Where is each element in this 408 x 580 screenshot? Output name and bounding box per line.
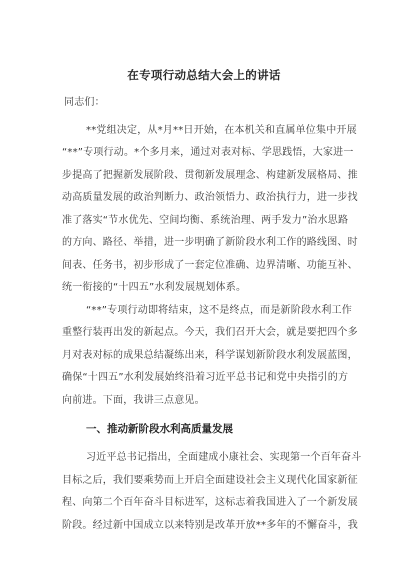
paragraph-3-line: 程、向第二个百年奋斗目标进军，这标志着我国进入了一个新发展 xyxy=(62,497,358,508)
paragraph-3-line: 习近平总书记指出，全面建成小康社会、实现第一个百年奋斗 xyxy=(86,452,362,463)
paragraph-3-line: 阶段。经过新中国成立以来特别是改革开放**多年的不懈奋斗，我 xyxy=(62,520,358,531)
paragraph-1-line: **党组决定，从*月**日开始，在本机关和直属单位集中开展 xyxy=(86,125,357,136)
paragraph-2-line: 确保“十四五”水利发展始终沿着习近平总书记和党中央指引的方 xyxy=(62,372,349,383)
paragraph-1-line: 统一衔接的“十四五”水利发展规划体系。 xyxy=(62,282,247,293)
document-title: 在专项行动总结大会上的讲话 xyxy=(127,68,281,82)
paragraph-1-line: 准了落实“节水优先、空间均衡、系统治理、两手发力”治水思路 xyxy=(62,215,349,226)
paragraph-2-line: 向前进。下面，我讲三点意见。 xyxy=(62,395,205,406)
paragraph-1-line: 动高质量发展的政治判断力、政治领悟力、政治执行力，进一步找 xyxy=(62,192,358,203)
paragraph-1-line: 间表、任务书，初步形成了一套定位准确、边界清晰、功能互补、 xyxy=(62,260,358,271)
paragraph-2-line: 月对表对标的成果总结凝练出来，科学谋划新阶段水利发展蓝图， xyxy=(62,350,358,361)
paragraph-1-line: 步提高了把握新发展阶段、贯彻新发展理念、构建新发展格局、推 xyxy=(62,170,358,181)
paragraph-1-line: “**”专项行动。*个多月来，通过对表对标、学思践悟，大家进一 xyxy=(62,147,354,158)
section-heading: 一、推动新阶段水利高质量发展 xyxy=(86,423,233,435)
salutation: 同志们： xyxy=(64,97,105,108)
paragraph-2-line: 重整行装再出发的新起点。今天，我们召开大会，就是要把四个多 xyxy=(62,327,358,338)
paragraph-3-line: 目标之后，我们要乘势而上开启全面建设社会主义现代化国家新征 xyxy=(62,475,358,486)
paragraph-2-line: “**”专项行动即将结束，这不是终点，而是新阶段水利工作 xyxy=(86,305,352,316)
paragraph-1-line: 的方向、路径、举措，进一步明确了新阶段水利工作的路线图、时 xyxy=(62,237,358,248)
